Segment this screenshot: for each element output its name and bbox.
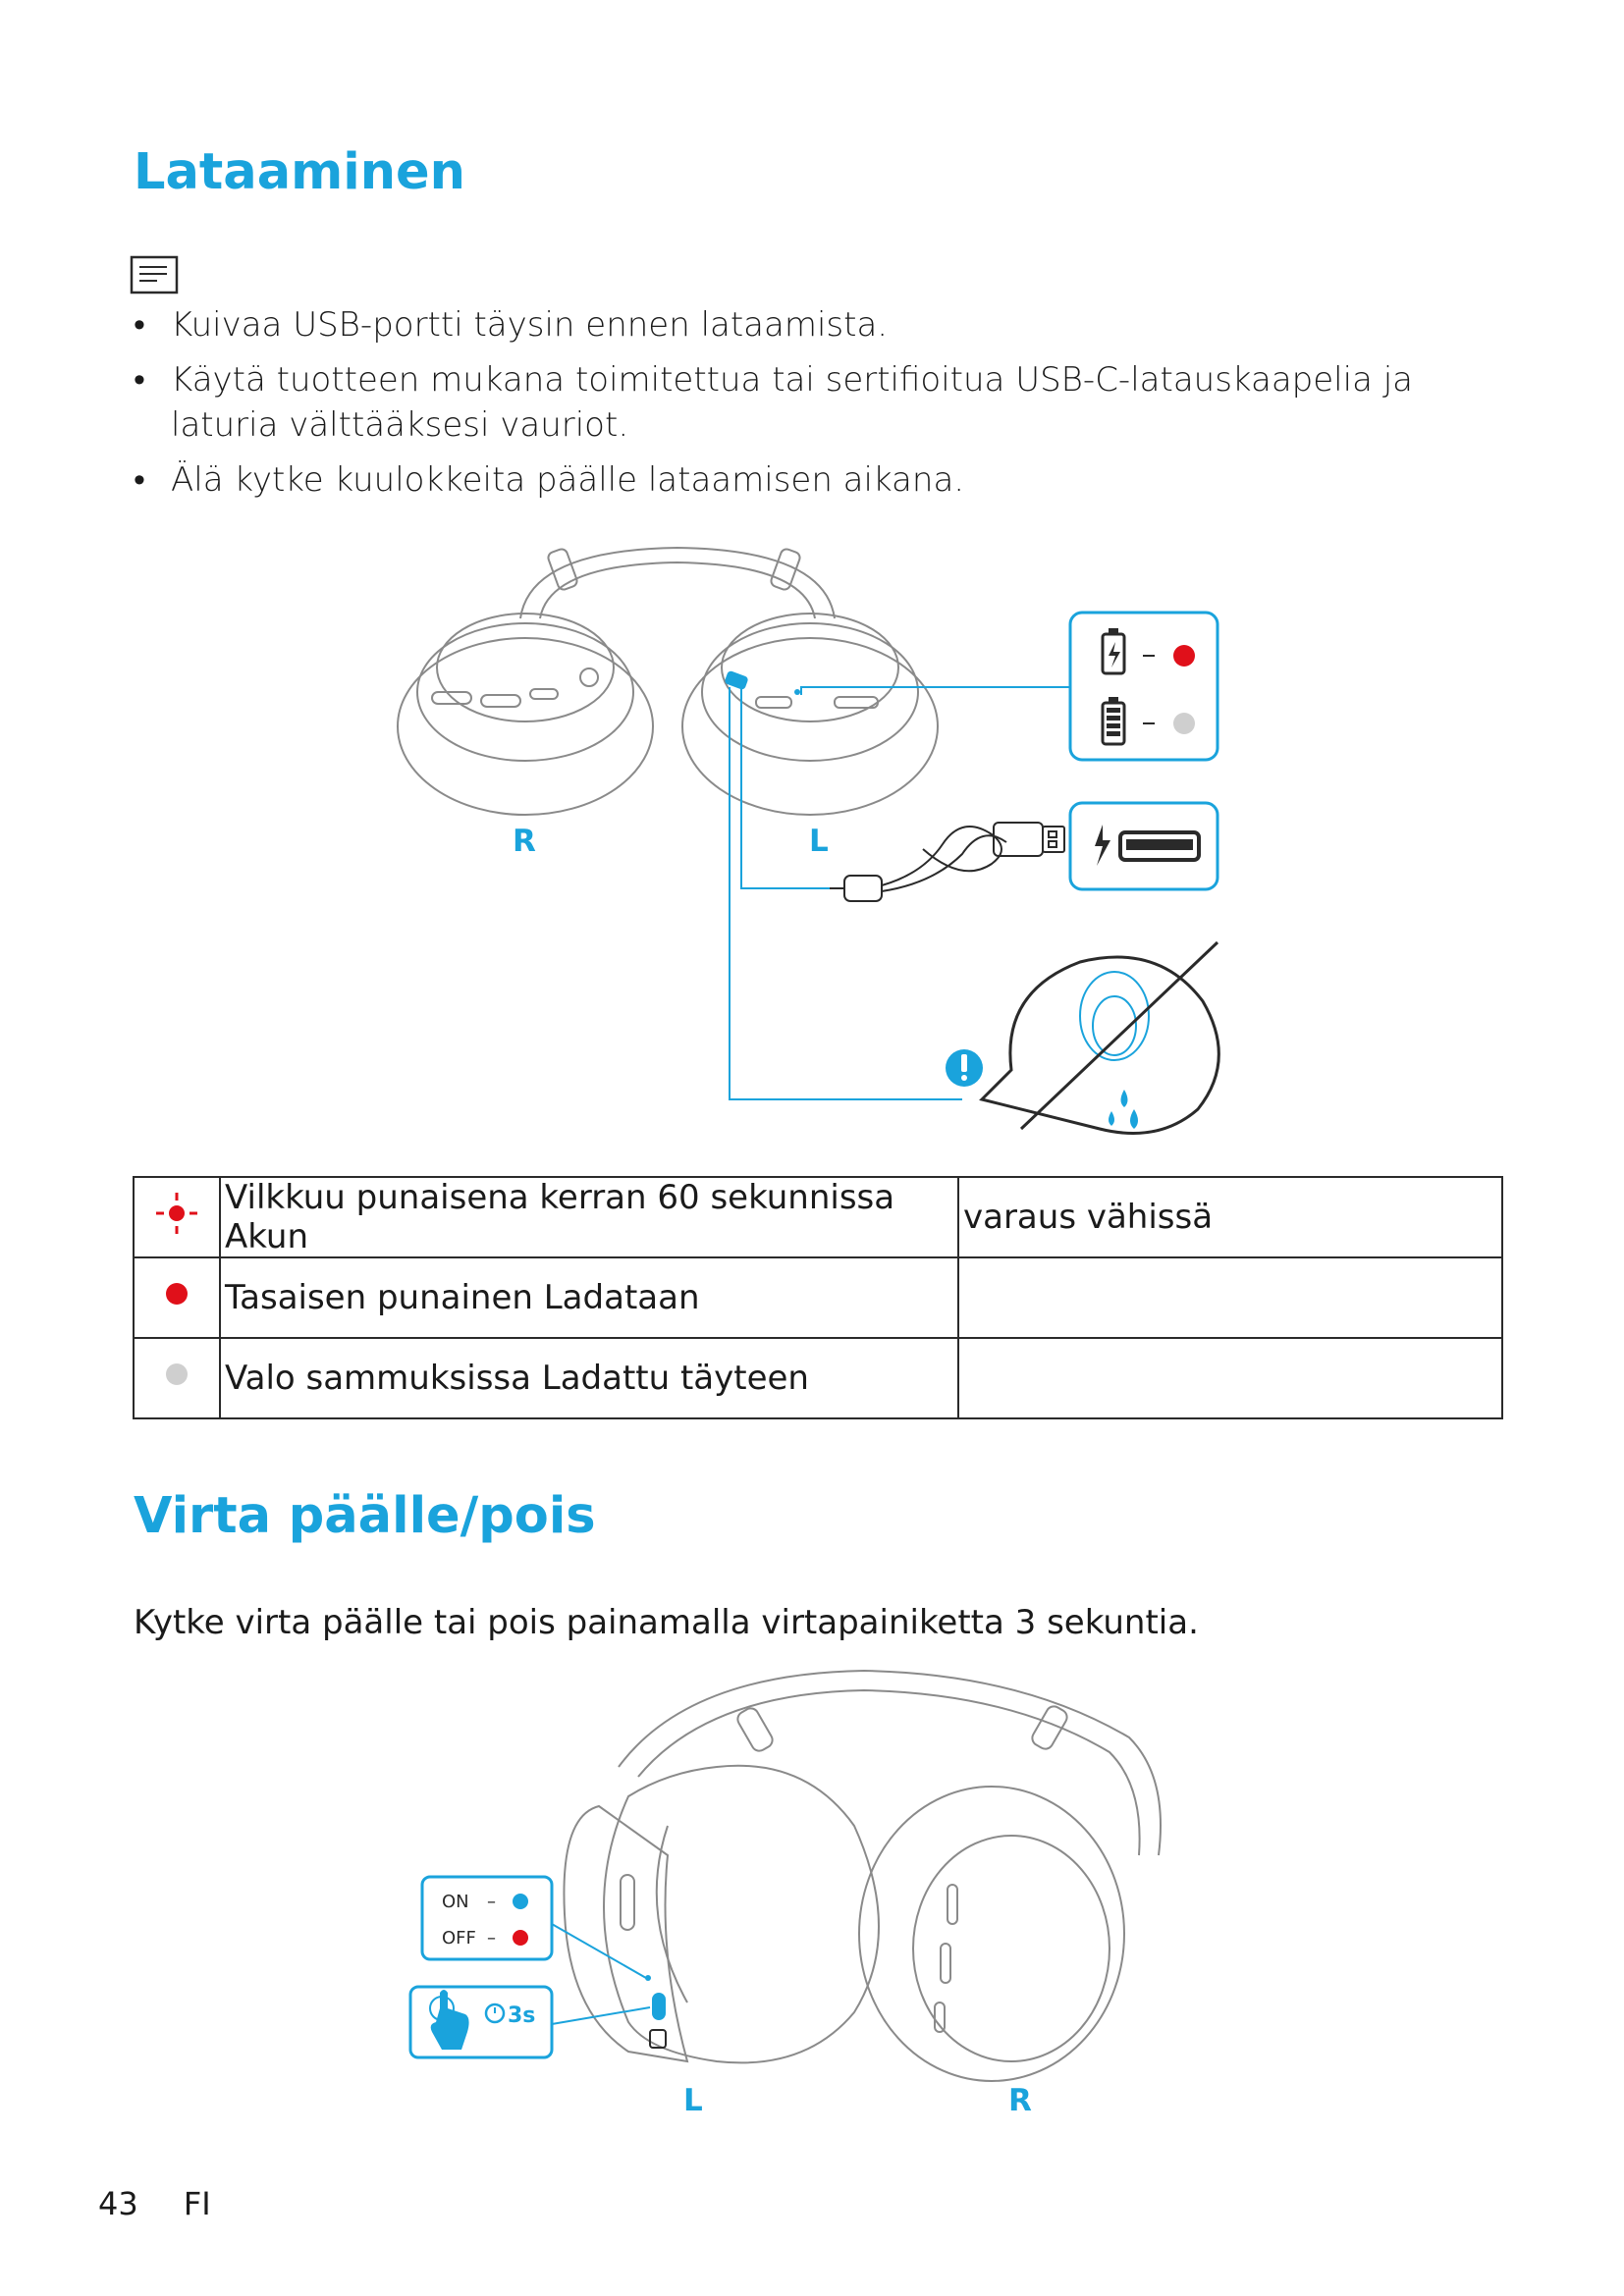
table-row	[134, 1177, 1502, 1257]
page-number: 43	[98, 2185, 138, 2222]
charging-illustration	[373, 530, 1257, 1158]
table-cell	[958, 1257, 1502, 1338]
timer-label: 3s	[508, 2003, 536, 2028]
table-cell: varaus vähissä	[958, 1177, 1502, 1257]
list-item: • Kuivaa USB-portti täysin ennen lataamista.	[134, 302, 1508, 347]
on-label: ON	[442, 1892, 469, 1912]
led-status-table	[133, 1176, 1503, 1419]
dash-label: –	[487, 1928, 496, 1949]
note-icon	[130, 255, 179, 294]
power-instructions: Kytke virta päälle tai pois painamalla virtapainiketta 3 sekuntia.	[134, 1603, 1199, 1642]
table-row	[134, 1338, 1502, 1418]
left-cup-label: L	[683, 2083, 703, 2118]
table-cell: Valo sammuksissa Ladattu täyteen	[220, 1338, 958, 1418]
right-cup-label: R	[513, 824, 536, 859]
table-cell: Vilkkuu punaisena kerran 60 sekunnissa Akun	[220, 1177, 958, 1257]
grey-off-icon	[162, 1360, 191, 1389]
section-title-charging: Lataaminen	[134, 143, 465, 201]
language-code: FI	[183, 2185, 211, 2222]
list-item: • Älä kytke kuulokkeita päälle lataamisen aikana.	[134, 457, 1508, 503]
solid-red-icon	[162, 1279, 191, 1308]
right-cup-label: R	[1008, 2083, 1032, 2118]
power-illustration	[393, 1659, 1178, 2140]
list-item: • Käytä tuotteen mukana toimitettua tai sertifioitua USB-C-latauskaapelia ja laturia välttääksesi vauriot.	[134, 357, 1508, 448]
page-footer	[98, 2185, 246, 2222]
dash-label: –	[487, 1892, 496, 1912]
table-cell	[958, 1338, 1502, 1418]
left-cup-label: L	[809, 824, 829, 859]
table-cell: Tasaisen punainen Ladataan	[220, 1257, 958, 1338]
no-water-warning	[982, 942, 1218, 1134]
blinking-red-icon	[152, 1189, 201, 1238]
table-row	[134, 1257, 1502, 1338]
section-title-power: Virta päälle/pois	[134, 1487, 596, 1545]
charging-notes-list	[134, 302, 1508, 512]
off-label: OFF	[442, 1928, 476, 1949]
